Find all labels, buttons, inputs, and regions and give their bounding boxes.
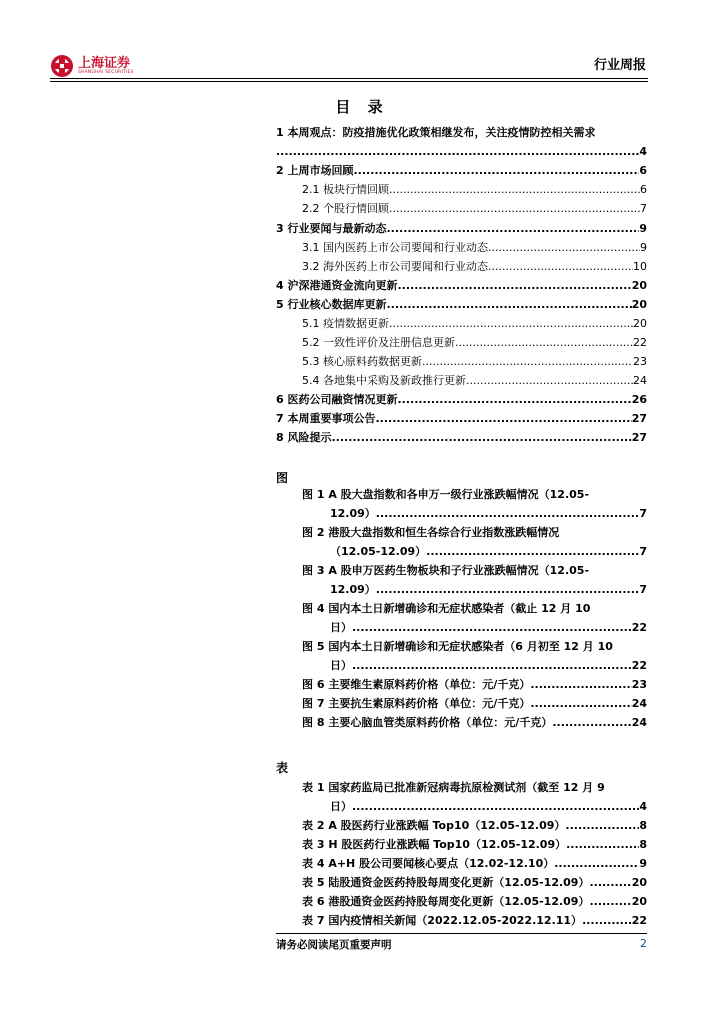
toc-entry-8[interactable]: [276, 431, 647, 445]
figure-page: 22: [631, 621, 647, 634]
logo-mark-icon: [50, 54, 74, 78]
header-divider: [50, 78, 648, 79]
table-entry-1-line2[interactable]: [330, 800, 647, 814]
toc-entry-1-line2[interactable]: [276, 145, 647, 159]
figure-entry-4-line2[interactable]: [330, 621, 647, 635]
toc-entry-text: 4 沪深港通资金流向更新: [276, 279, 398, 292]
figure-page: 7: [639, 507, 647, 520]
toc-entry-4[interactable]: [276, 279, 647, 293]
figures-label: 图: [276, 471, 289, 485]
toc-page: 27: [631, 412, 647, 425]
toc-entry-text: 7 本周重要事项公告: [276, 412, 376, 425]
figure-entry-6[interactable]: [302, 678, 647, 692]
company-logo: [50, 54, 134, 78]
toc-page: 22: [633, 336, 647, 349]
table-entry-3[interactable]: [302, 838, 647, 852]
toc-page: 20: [631, 279, 647, 292]
toc-entry-2[interactable]: [276, 164, 647, 178]
toc-page: 9: [639, 222, 647, 235]
figure-entry-8[interactable]: [302, 716, 647, 730]
toc-entry-text: 3 行业要闻与最新动态: [276, 222, 387, 235]
table-page: 20: [631, 876, 647, 889]
toc-page: 24: [633, 374, 647, 387]
table-entry-6[interactable]: [302, 895, 647, 909]
table-entry-text: 表 2 A 股医药行业涨跌幅 Top10（12.05-12.09）: [302, 819, 566, 832]
toc-page: 4: [639, 145, 647, 158]
table-entry-text: 表 4 A+H 股公司要闻核心要点（12.02-12.10）: [302, 857, 555, 870]
table-entry-text: 表 6 港股通资金医药持股每周变化更新（12.05-12.09）: [302, 895, 590, 908]
figure-page: 7: [639, 583, 647, 596]
figure-entry-text: 12.09）: [330, 507, 376, 520]
table-page: 20: [631, 895, 647, 908]
figure-entry-7[interactable]: [302, 697, 647, 711]
table-entry-1-line1[interactable]: 表 1 国家药监局已批准新冠病毒抗原检测试剂（截至 12 月 9: [302, 781, 605, 794]
toc-entry-text: 8 风险提示: [276, 431, 332, 444]
company-name-en: SHANGHAI SECURITIES: [78, 69, 134, 75]
figure-entry-5-line2[interactable]: [330, 659, 647, 673]
table-entry-text: 表 7 国内疫情相关新闻（2022.12.05-2022.12.11）: [302, 914, 583, 927]
figure-entry-1-line2[interactable]: [330, 507, 647, 521]
page-number: 2: [640, 937, 647, 950]
toc-entry-5[interactable]: [276, 298, 647, 312]
table-page: 8: [639, 819, 647, 832]
toc-entry-3-1[interactable]: [302, 241, 647, 255]
toc-title: 目 录: [335, 98, 389, 116]
toc-entry-6[interactable]: [276, 393, 647, 407]
toc-page: 10: [633, 260, 647, 273]
table-page: 8: [639, 838, 647, 851]
figure-entry-3-line2[interactable]: [330, 583, 647, 597]
toc-entry-text: 5.2 一致性评价及注册信息更新: [302, 336, 455, 349]
toc-entry-text: 2.2 个股行情回顾: [302, 202, 389, 215]
footer-divider: [276, 933, 647, 934]
figure-entry-5-line1[interactable]: 图 5 国内本土日新增确诊和无症状感染者（6 月初至 12 月 10: [302, 640, 613, 653]
figure-entry-3-line1[interactable]: 图 3 A 股申万医药生物板块和子行业涨跌幅情况（12.05-: [302, 564, 590, 577]
toc-page: 20: [633, 317, 647, 330]
figure-page: 23: [631, 678, 647, 691]
footer-disclaimer-note: 请务必阅读尾页重要声明: [276, 939, 392, 951]
toc-entry-text: 2.1 板块行情回顾: [302, 183, 389, 196]
tables-label: 表: [276, 761, 289, 775]
toc-entry-1-line1[interactable]: 1 本周观点：防疫措施优化政策相继发布，关注疫情防控相关需求: [276, 126, 596, 139]
table-entry-text: 表 3 H 股医药行业涨跌幅 Top10（12.05-12.09）: [302, 838, 567, 851]
toc-page: 7: [640, 202, 647, 215]
toc-entry-2-2[interactable]: [302, 202, 647, 216]
figure-entry-2-line2[interactable]: [330, 545, 647, 559]
figure-entry-4-line1[interactable]: 图 4 国内本土日新增确诊和无症状感染者（截止 12 月 10: [302, 602, 591, 615]
figure-entry-2-line1[interactable]: 图 2 港股大盘指数和恒生各综合行业指数涨跌幅情况: [302, 526, 560, 539]
table-entry-text: 日）: [330, 800, 352, 813]
table-page: 9: [639, 857, 647, 870]
table-page: 4: [639, 800, 647, 813]
toc-entry-text: 5.4 各地集中采购及新政推行更新: [302, 374, 466, 387]
toc-page: 9: [640, 241, 647, 254]
table-entry-4[interactable]: [302, 857, 647, 871]
table-entry-7[interactable]: [302, 914, 647, 928]
toc-page: 6: [639, 164, 647, 177]
toc-entry-5-3[interactable]: [302, 355, 647, 369]
report-type: 行业周报: [593, 58, 646, 73]
figure-entry-text: 图 7 主要抗生素原料药价格（单位：元/千克）: [302, 697, 531, 710]
figure-entry-text: 图 8 主要心脑血管类原料药价格（单位：元/千克）: [302, 716, 553, 729]
figure-page: 7: [639, 545, 647, 558]
toc-entry-7[interactable]: [276, 412, 647, 426]
toc-entry-5-2[interactable]: [302, 336, 647, 350]
toc-entry-text: 3.2 海外医药上市公司要闻和行业动态: [302, 260, 488, 273]
toc-entry-5-1[interactable]: [302, 317, 647, 331]
table-entry-5[interactable]: [302, 876, 647, 890]
toc-entry-2-1[interactable]: [302, 183, 647, 197]
figure-entry-text: 图 6 主要维生素原料药价格（单位：元/千克）: [302, 678, 531, 691]
toc-entry-5-4[interactable]: [302, 374, 647, 388]
toc-entry-text: 5.1 疫情数据更新: [302, 317, 389, 330]
figure-entry-text: （12.05-12.09）: [330, 545, 427, 558]
toc-page: 27: [631, 431, 647, 444]
table-page: 22: [631, 914, 647, 927]
toc-entry-text: 5.3 核心原料药数据更新: [302, 355, 422, 368]
figure-page: 24: [631, 716, 647, 729]
table-entry-text: 表 5 陆股通资金医药持股每周变化更新（12.05-12.09）: [302, 876, 590, 889]
toc-entry-text: 2 上周市场回顾: [276, 164, 354, 177]
toc-entry-text: 5 行业核心数据库更新: [276, 298, 387, 311]
figure-page: 24: [631, 697, 647, 710]
table-entry-2[interactable]: [302, 819, 647, 833]
figure-entry-text: 日）: [330, 659, 352, 672]
figure-entry-1-line1[interactable]: 图 1 A 股大盘指数和各申万一级行业涨跌幅情况（12.05-: [302, 488, 590, 501]
toc-entry-3-2[interactable]: [302, 260, 647, 274]
header-divider-thin: [50, 81, 648, 82]
figure-page: 22: [631, 659, 647, 672]
toc-page: 26: [631, 393, 647, 406]
figure-entry-text: 12.09）: [330, 583, 376, 596]
toc-page: 20: [631, 298, 647, 311]
toc-page: 6: [640, 183, 647, 196]
company-name-cn: 上海证券: [78, 55, 131, 71]
figure-entry-text: 日）: [330, 621, 352, 634]
toc-page: 23: [633, 355, 647, 368]
toc-entry-3[interactable]: [276, 222, 647, 236]
toc-entry-text: 6 医药公司融资情况更新: [276, 393, 398, 406]
toc-entry-text: 3.1 国内医药上市公司要闻和行业动态: [302, 241, 488, 254]
page-header: [50, 52, 648, 78]
